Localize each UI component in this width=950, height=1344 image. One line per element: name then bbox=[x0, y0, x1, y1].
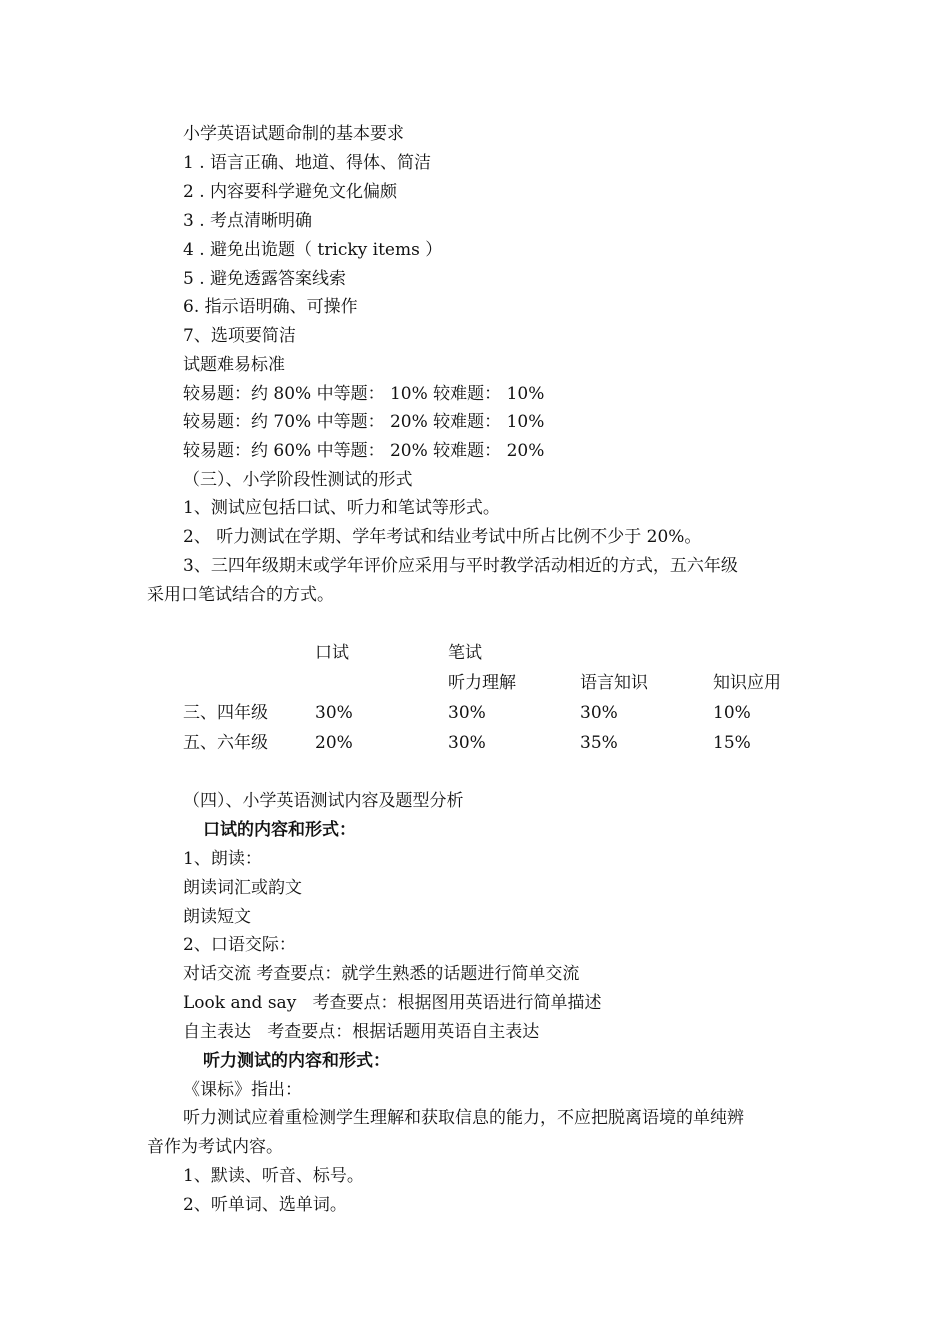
oral-line-6: Look and say 考查要点：根据图用英语进行简单描述 bbox=[183, 993, 602, 1013]
form-line-1: 1、测试应包括口试、听力和笔试等形式。 bbox=[183, 498, 500, 518]
paragraph-line-1: 听力测试应着重检测学生理解和获取信息的能力，不应把脱离语境的单纯辨 bbox=[183, 1108, 744, 1128]
oral-line-2: 朗读词汇或韵文 bbox=[183, 878, 302, 898]
form-line-3: 3、三四年级期末或学年评价应采用与平时教学活动相近的方式，五六年级 bbox=[183, 556, 738, 576]
table-row-label: 五、六年级 bbox=[183, 733, 268, 753]
table-header-listening: 听力理解 bbox=[448, 673, 516, 693]
oral-line-5: 对话交流 考查要点：就学生熟悉的话题进行简单交流 bbox=[183, 964, 580, 984]
table-header-written: 笔试 bbox=[448, 643, 482, 663]
oral-line-1: 1、朗读： bbox=[183, 849, 262, 869]
oral-line-7: 自主表达 考查要点：根据话题用英语自主表达 bbox=[183, 1022, 540, 1042]
requirement-2: 2 . 内容要科学避免文化偏颇 bbox=[183, 182, 398, 202]
paragraph-line-2: 音作为考试内容。 bbox=[147, 1137, 283, 1157]
oral-line-4: 2、口语交际： bbox=[183, 935, 296, 955]
requirement-1: 1 . 语言正确、地道、得体、简洁 bbox=[183, 153, 432, 173]
oral-heading: 口试的内容和形式： bbox=[203, 820, 356, 840]
requirement-6: 6. 指示语明确、可操作 bbox=[183, 297, 358, 317]
difficulty-line-1: 较易题：约 80% 中等题： 10% 较难题： 10% bbox=[183, 384, 545, 404]
table-cell: 30% bbox=[448, 733, 486, 753]
form-line-3-wrap: 采用口笔试结合的方式。 bbox=[147, 585, 334, 605]
requirement-7: 7、选项要简洁 bbox=[183, 326, 296, 346]
difficulty-heading: 试题难易标准 bbox=[183, 355, 285, 375]
table-cell: 10% bbox=[713, 703, 751, 723]
oral-line-3: 朗读短文 bbox=[183, 907, 251, 927]
doc-title: 小学英语试题命制的基本要求 bbox=[183, 124, 404, 144]
section-3-heading: （三）、小学阶段性测试的形式 bbox=[183, 470, 413, 490]
table-header-language: 语言知识 bbox=[580, 673, 648, 693]
table-cell: 30% bbox=[580, 703, 618, 723]
table-row-label: 三、四年级 bbox=[183, 703, 268, 723]
form-line-2: 2、 听力测试在学期、学年考试和结业考试中所占比例不少于 20%。 bbox=[183, 527, 702, 547]
table-cell: 20% bbox=[315, 733, 353, 753]
difficulty-line-3: 较易题：约 60% 中等题： 20% 较难题： 20% bbox=[183, 441, 545, 461]
requirement-4: 4 . 避免出诡题（ tricky items ） bbox=[183, 240, 443, 260]
table-cell: 30% bbox=[448, 703, 486, 723]
final-line-1: 1、默读、听音、标号。 bbox=[183, 1166, 364, 1186]
kebiao-line: 《课标》指出： bbox=[183, 1080, 302, 1100]
final-line-2: 2、听单词、选单词。 bbox=[183, 1195, 347, 1215]
requirement-3: 3 . 考点清晰明确 bbox=[183, 211, 313, 231]
table-cell: 15% bbox=[713, 733, 751, 753]
section-4-heading: （四）、小学英语测试内容及题型分析 bbox=[183, 791, 464, 811]
difficulty-line-2: 较易题：约 70% 中等题： 20% 较难题： 10% bbox=[183, 412, 545, 432]
table-cell: 30% bbox=[315, 703, 353, 723]
table-header-application: 知识应用 bbox=[713, 673, 781, 693]
table-header-oral: 口试 bbox=[315, 643, 349, 663]
table-cell: 35% bbox=[580, 733, 618, 753]
requirement-5: 5 . 避免透露答案线索 bbox=[183, 269, 347, 289]
listening-heading: 听力测试的内容和形式： bbox=[203, 1051, 390, 1071]
